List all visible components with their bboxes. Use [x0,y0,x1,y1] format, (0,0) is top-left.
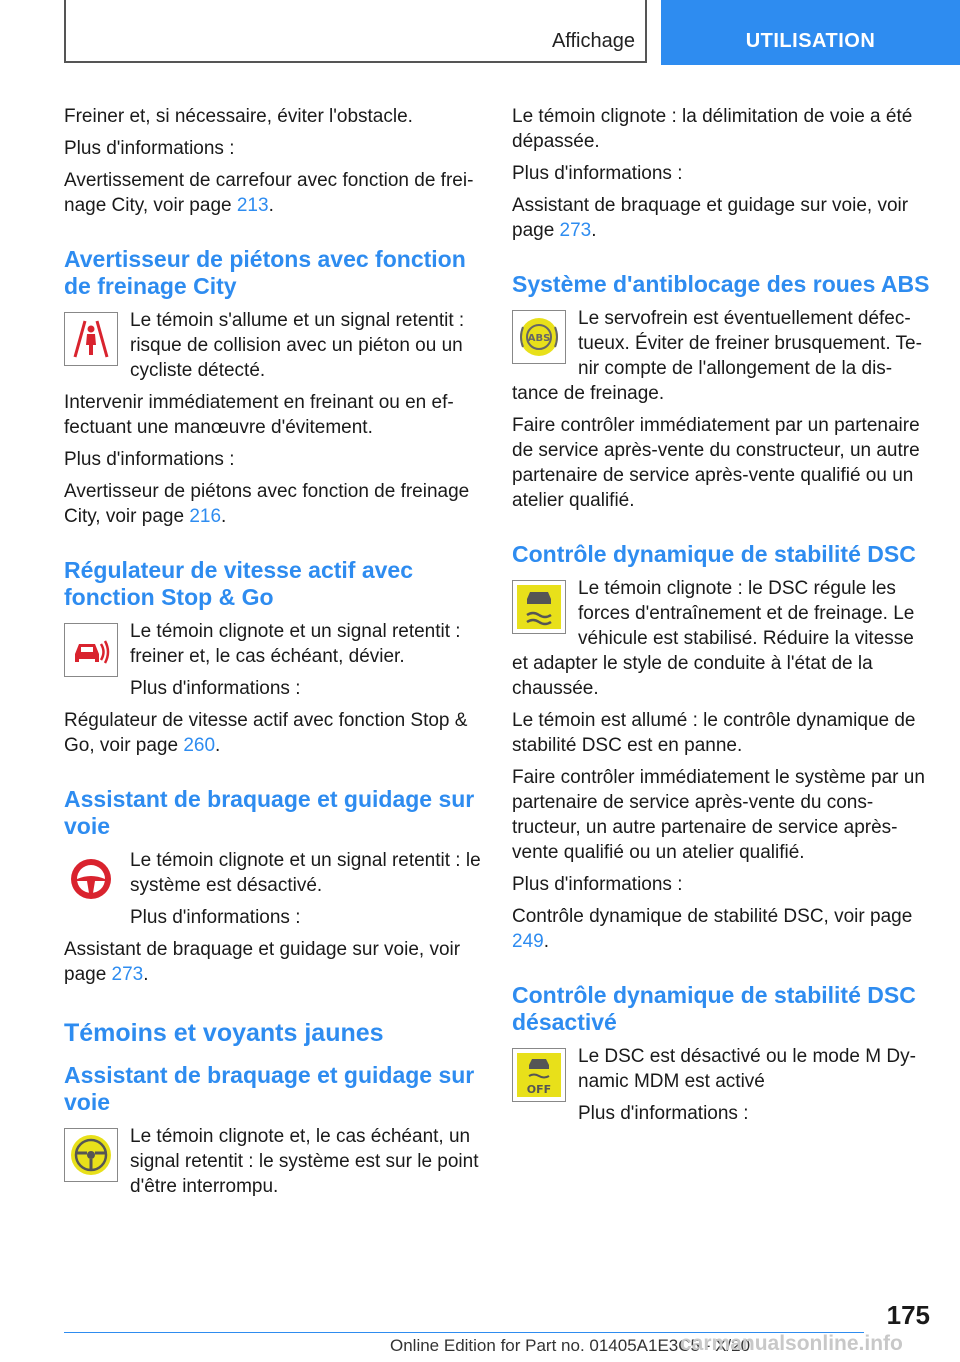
header-chapter-tab: UTILISATION [661,0,960,65]
paragraph: Plus d'informations : [512,163,683,184]
chapter-heading: Témoins et voyants jaunes [64,1019,384,1047]
page-number: 175 [886,1300,930,1330]
paragraph: Faire contrôler immédiatement le système par un partenaire de service après-vente du cons-tructeur, un autre partenaire de service après-vente qualifié ou un atelier qualifié. [512,767,925,863]
paragraph: Faire contrôler immédiatement par un partenaire de service après-vente du constructeur, un autre partenaire de service après-vente qualifié ou un atelier qualifié. [512,415,920,511]
section-heading: Contrôle dynamique de stabilité DSC [512,541,916,567]
steering-wheel-yellow-icon [64,1128,118,1182]
paragraph: Le servofrein est éventuellement défec-tueux. Éviter de freiner brusquement. Te-nir compte de l'allongement de la dis-tance de freinage. [512,308,922,404]
paragraph: Intervenir immédiatement en freinant ou en ef-fectuant une manœuvre d'évitement. [64,392,454,438]
paragraph: Le témoin clignote : la délimitation de voie a été dépassée. [512,106,913,152]
paragraph: Assistant de braquage et guidage sur voie, voir page 273. [512,195,909,241]
paragraph: Assistant de braquage et guidage sur voie, voir page 273. [64,939,461,985]
paragraph: Régulateur de vitesse actif avec fonction Stop & Go, voir page 260. [64,710,468,756]
dsc-off-icon [512,1048,566,1102]
paragraph: Plus d'informations : [578,1103,749,1124]
paragraph: Le témoin s'allume et un signal retentit : risque de collision avec un piéton ou un cycliste détecté. [130,310,465,381]
paragraph: Plus d'informations : [130,907,301,928]
section-heading: Contrôle dynamique de stabilité DSC désactivé [512,982,916,1035]
paragraph: Avertisseur de piétons avec fonction de freinage City, voir page 216. [64,481,470,527]
paragraph: Le témoin clignote : le DSC régule les forces d'entraînement et de freinage. Le véhicule est stabilisé. Réduire la vitesse et adapter le style de conduite à l'état de la chaussée. [512,578,915,699]
footer-watermark: carmanualsonline.info [680,1332,903,1355]
header-section-title: Affichage [551,30,635,52]
paragraph: Le témoin est allumé : le contrôle dynamique de stabilité DSC est en panne. [512,710,916,756]
page-link[interactable]: 260 [183,735,216,756]
section-heading: Avertisseur de piétons avec fonction de freinage City [64,246,466,299]
paragraph: Plus d'informations : [64,449,235,470]
paragraph: Avertissement de carrefour avec fonction de frei-nage City, voir page 213. [64,170,474,216]
page-link[interactable]: 213 [236,195,269,216]
right-column [512,104,930,1133]
paragraph: Plus d'informations : [130,678,301,699]
dsc-off-icon-label: OFF [526,1083,552,1096]
abs-icon-label: ABS [527,333,551,344]
paragraph: Le DSC est désactivé ou le mode M Dy-namic MDM est activé [578,1046,916,1092]
paragraph: Contrôle dynamique de stabilité DSC, voir page 249. [512,906,913,952]
paragraph: Le témoin clignote et un signal retentit : freiner et, le cas échéant, dévier. [130,621,461,667]
paragraph: Le témoin clignote et, le cas échéant, un signal retentit : le système est sur le point d'être interrompu. [130,1126,479,1197]
section-heading: Assistant de braquage et guidage sur voie [64,786,475,839]
page-link[interactable]: 273 [111,964,144,985]
car-collision-icon [64,623,118,677]
paragraph: Plus d'informations : [512,874,683,895]
section-heading: Assistant de braquage et guidage sur voie [64,1062,475,1115]
paragraph: Freiner et, si nécessaire, éviter l'obstacle. [64,106,413,127]
pedestrian-warning-icon [64,312,118,366]
abs-icon [512,310,566,364]
page-link[interactable]: 273 [559,220,592,241]
section-heading: Régulateur de vitesse actif avec fonction Stop & Go [64,557,413,610]
left-column [64,104,482,1206]
paragraph: Le témoin clignote et un signal retentit : le système est désactivé. [130,850,481,896]
page-link[interactable]: 216 [189,506,222,527]
steering-wheel-red-icon [64,852,118,906]
page-link[interactable]: 249 [512,931,544,952]
dsc-icon [512,580,566,634]
section-heading: Système d'antiblocage des roues ABS [512,271,930,297]
paragraph: Plus d'informations : [64,138,235,159]
footer-edition: Online Edition for Part no. 01405A1E3C5 - X/20 [390,1336,751,1355]
